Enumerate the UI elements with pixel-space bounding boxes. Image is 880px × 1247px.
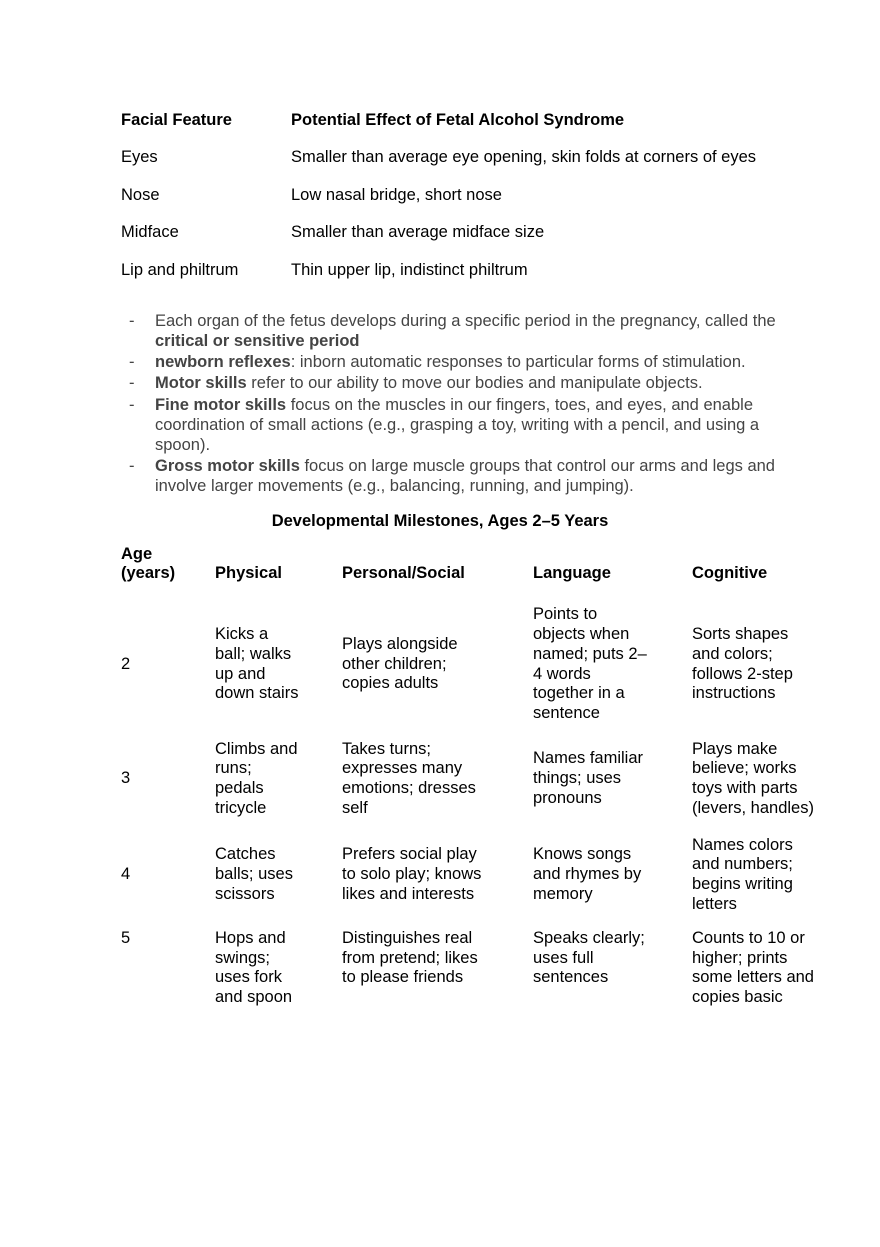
language-text: Speaks clearly; uses full sentences <box>533 929 645 987</box>
facial-table-row <box>121 186 801 223</box>
personal-social-text: Plays alongside other children; copies adults <box>342 634 458 693</box>
bullet-text-plain: focus on large muscle groups that control our arms and legs and involve larger movements (e.g., balancing, running, and jumping). <box>155 456 775 495</box>
personal-social-header-text: Personal/Social <box>342 564 465 583</box>
age-header <box>121 542 215 584</box>
list-item <box>129 352 789 372</box>
bullet-term: Fine motor skills <box>155 395 287 414</box>
effect-cell: Smaller than average midface size <box>291 223 545 242</box>
personal-social-cell <box>342 599 533 730</box>
physical-text: Hops and swings; uses fork and spoon <box>215 929 293 1007</box>
cognitive-header <box>692 542 832 584</box>
effect-cell: Smaller than average eye opening, skin folds at corners of eyes <box>291 148 757 167</box>
personal-social-cell <box>342 832 533 918</box>
table-row <box>121 929 832 1015</box>
bullet-text-plain: Each organ of the fetus develops during a specific period in the pregnancy, called the <box>155 312 776 330</box>
physical-cell <box>215 599 342 730</box>
bullet-text-plain: focus on the muscles in our fingers, toes, and eyes, and enable coordination of small actions (e.g., grasping a toy, writing with a pencil, and using a spoon). <box>155 395 760 454</box>
feature-cell: Lip and philtrum <box>121 260 239 279</box>
bullet-text <box>155 352 789 372</box>
facial-table-header <box>121 111 801 148</box>
effect-cell: Low nasal bridge, short nose <box>291 185 502 204</box>
personal-social-text: Takes turns; expresses many emotions; dresses self <box>342 739 476 817</box>
potential-effect-header: Potential Effect of Fetal Alcohol Syndrome <box>291 111 625 129</box>
physical-cell <box>215 832 342 918</box>
table-row <box>121 832 832 918</box>
physical-text: Climbs and runs; pedals tricycle <box>215 739 298 817</box>
age-text: 2 <box>121 654 131 673</box>
cognitive-cell <box>692 599 832 730</box>
personal-social-header <box>342 542 533 584</box>
age-cell <box>121 929 215 1015</box>
physical-text: Kicks a ball; walks up and down stairs <box>215 625 299 703</box>
list-item <box>129 373 789 393</box>
definitions-list <box>129 311 789 497</box>
personal-social-text: Prefers social play to solo play; knows likes and interests <box>342 845 482 903</box>
bullet-term: newborn reflexes <box>155 353 291 372</box>
age-cell <box>121 599 215 730</box>
personal-social-cell <box>342 736 533 822</box>
cognitive-text: Names colors and numbers; begins writing letters <box>692 835 793 913</box>
language-text: Knows songs and rhymes by memory <box>533 845 642 903</box>
cognitive-cell <box>692 736 832 822</box>
facial-feature-header: Facial Feature <box>121 111 232 129</box>
physical-cell <box>215 736 342 822</box>
effect-cell: Thin upper lip, indistinct philtrum <box>291 260 528 279</box>
cognitive-cell <box>692 832 832 918</box>
physical-cell <box>215 929 342 1015</box>
bullet-text-plain: : inborn automatic responses to particular forms of stimulation. <box>290 353 746 372</box>
bullet-dash: - <box>129 374 135 393</box>
language-header-text: Language <box>533 564 611 583</box>
bullet-text <box>155 395 789 455</box>
personal-social-cell <box>342 929 533 1015</box>
physical-text: Catches balls; uses scissors <box>215 845 293 903</box>
bullet-dash: - <box>129 456 135 475</box>
age-text: 4 <box>121 865 131 884</box>
cognitive-text: Sorts shapes and colors; follows 2-step instructions <box>692 625 793 703</box>
bullet-text <box>155 456 789 496</box>
bullet-dash: - <box>129 312 135 330</box>
personal-social-text: Distinguishes real from pretend; likes to please friends <box>342 929 478 987</box>
facial-table-row <box>121 148 801 185</box>
cognitive-cell <box>692 929 832 1015</box>
facial-table-row <box>121 223 801 260</box>
feature-cell: Midface <box>121 223 179 242</box>
age-cell <box>121 832 215 918</box>
feature-cell: Nose <box>121 185 160 204</box>
age-cell <box>121 736 215 822</box>
bullet-term: Motor skills <box>155 374 247 393</box>
list-item <box>129 311 789 351</box>
list-item <box>129 395 789 455</box>
facial-table-row <box>121 261 801 298</box>
milestones-table <box>121 542 832 1015</box>
language-cell <box>533 832 692 918</box>
cognitive-header-text: Cognitive <box>692 564 768 583</box>
bullet-term: Gross motor skills <box>155 456 300 475</box>
bullet-term: critical or sensitive period <box>155 332 360 350</box>
language-header <box>533 542 692 584</box>
bullet-text-plain: refer to our ability to move our bodies and manipulate objects. <box>246 374 703 393</box>
physical-header <box>215 542 342 584</box>
cognitive-text: Counts to 10 or higher; prints some letters and copies basic <box>692 929 814 1007</box>
cognitive-text: Plays make believe; works toys with parts (levers, handles) <box>692 739 814 817</box>
language-cell <box>533 929 692 1015</box>
table-row <box>121 599 832 730</box>
language-text: Points to objects when named; puts 2– 4 words together in a sentence <box>533 605 647 722</box>
bullet-text <box>155 373 789 393</box>
age-text: 3 <box>121 769 131 788</box>
bullet-dash: - <box>129 395 135 414</box>
physical-header-text: Physical <box>215 564 282 583</box>
milestones-title: Developmental Milestones, Ages 2–5 Years <box>271 512 609 530</box>
language-cell <box>533 736 692 822</box>
bullet-text <box>155 311 789 351</box>
language-text: Names familiar things; uses pronouns <box>533 749 644 807</box>
milestones-header-row <box>121 542 832 584</box>
list-item <box>129 456 789 496</box>
age-text: 5 <box>121 929 131 947</box>
bullet-dash: - <box>129 353 135 372</box>
age-header-text: Age (years) <box>121 544 176 583</box>
table-row <box>121 736 832 822</box>
language-cell <box>533 599 692 730</box>
feature-cell: Eyes <box>121 148 158 167</box>
facial-feature-table <box>121 111 801 298</box>
